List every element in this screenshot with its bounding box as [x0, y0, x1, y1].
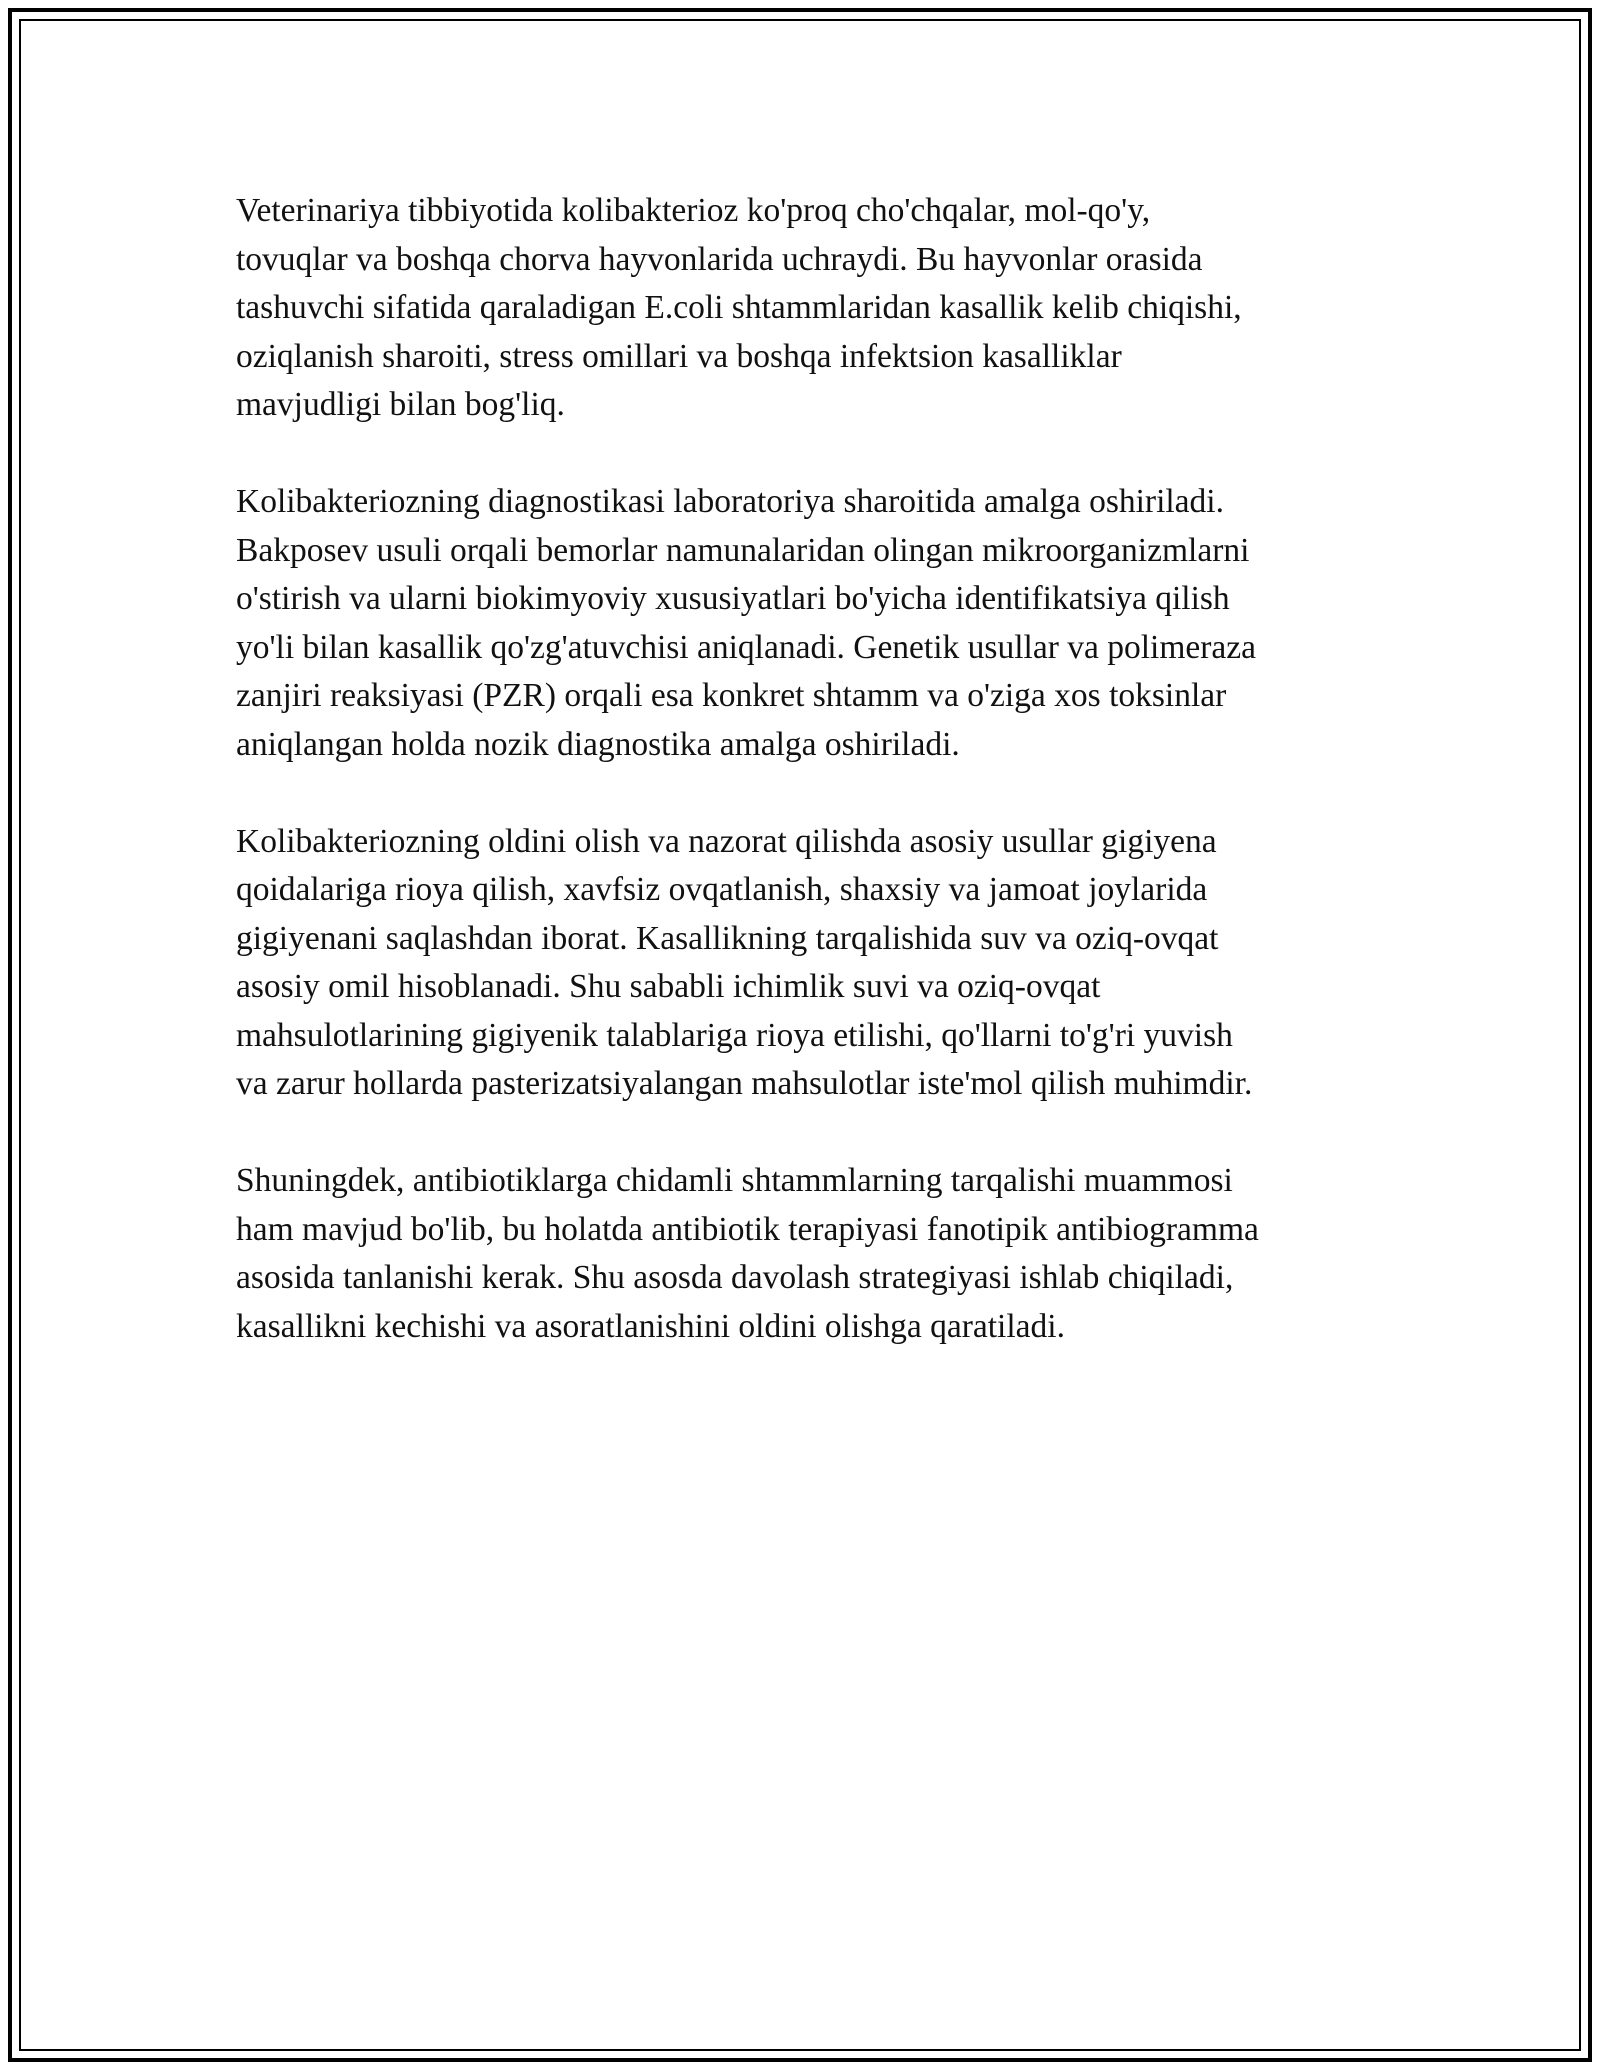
text-line: o'stirish va ularni biokimyoviy xususiyatlari bo'yicha identifikatsiya qilish: [236, 580, 1230, 617]
text-line: tashuvchi sifatida qaraladigan E.coli shtammlaridan kasallik kelib chiqishi,: [236, 289, 1242, 326]
text-line: va zarur hollarda pasterizatsiyalangan mahsulotlar iste'mol qilish muhimdir.: [236, 1065, 1253, 1102]
paragraph-prevention: [236, 818, 1366, 1109]
document-body: [236, 187, 1366, 1400]
text-line: aniqlangan holda nozik diagnostika amalga oshiriladi.: [236, 725, 960, 763]
text-line: Shuningdek, antibiotiklarga chidamli shtammlarning tarqalishi muammosi: [236, 1162, 1233, 1199]
paragraph-antibiotics: [236, 1157, 1366, 1351]
text-line: mavjudligi bilan bog'liq.: [236, 386, 565, 423]
text-line: Kolibakteriozning oldini olish va nazorat qilishda asosiy usullar gigiyena: [236, 822, 1217, 860]
text-line: mahsulotlarining gigiyenik talablariga rioya etilishi, qo'llarni to'g'ri yuvish: [236, 1016, 1233, 1054]
text-line: oziqlanish sharoiti, stress omillari va boshqa infektsion kasalliklar: [236, 337, 1122, 375]
text-line: gigiyenani saqlashdan iborat. Kasallikning tarqalishida suv va oziq-ovqat: [236, 919, 1219, 957]
paragraph-veterinary: [236, 187, 1366, 430]
text-line: kasallikni kechishi va asoratlanishini oldini olishga qaratiladi.: [236, 1307, 1065, 1345]
text-line: ham mavjud bo'lib, bu holatda antibiotik terapiyasi fanotipik antibiogramma: [236, 1210, 1259, 1248]
text-line: Veterinariya tibbiyotida kolibakterioz ko'proq cho'chqalar, mol-qo'y,: [236, 192, 1151, 229]
text-line: Kolibakteriozning diagnostikasi laboratoriya sharoitida amalga oshiriladi.: [236, 483, 1224, 520]
text-line: yo'li bilan kasallik qo'zg'atuvchisi aniqlanadi. Genetik usullar va polimeraza: [236, 628, 1257, 666]
text-line: zanjiri reaksiyasi (PZR) orqali esa konkret shtamm va o'ziga xos toksinlar: [236, 677, 1227, 714]
text-line: asosida tanlanishi kerak. Shu asosda davolash strategiyasi ishlab chiqiladi,: [236, 1259, 1234, 1296]
text-line: qoidalariga rioya qilish, xavfsiz ovqatlanish, shaxsiy va jamoat joylarida: [236, 871, 1208, 908]
paragraph-diagnostics: [236, 478, 1366, 769]
text-line: asosiy omil hisoblanadi. Shu sababli ichimlik suvi va oziq-ovqat: [236, 968, 1101, 1005]
text-line: tovuqlar va boshqa chorva hayvonlarida uchraydi. Bu hayvonlar orasida: [236, 240, 1203, 278]
text-line: Bakposev usuli orqali bemorlar namunalaridan olingan mikroorganizmlarni: [236, 531, 1250, 569]
